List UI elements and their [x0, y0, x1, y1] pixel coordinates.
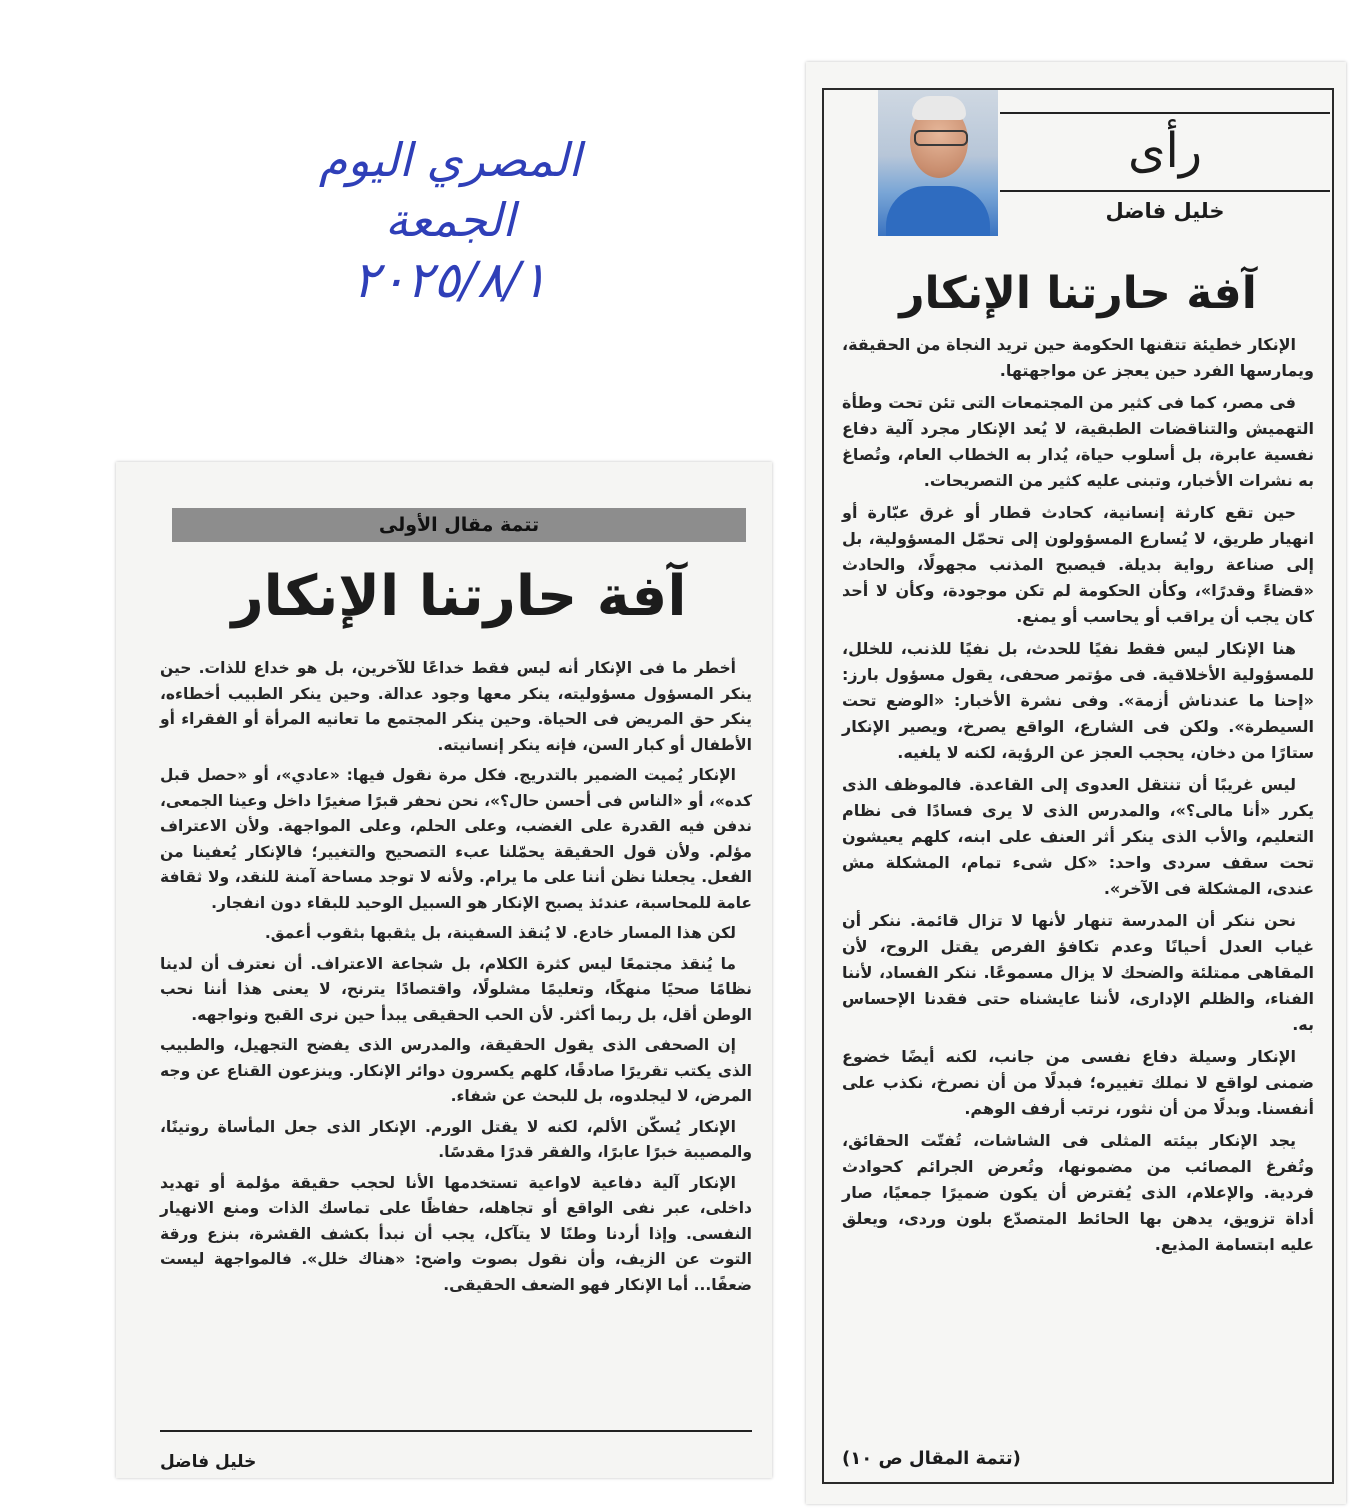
- paragraph: الإنكار يُميت الضمير بالتدريج. فكل مرة نقول فيها: «عادي»، أو «حصل قبل كده»، أو «الناس فى أحسن حال؟»، نحن نحفر قبرًا صغيرًا داخل وعينا الجمعى، ندفن فيه القدرة على الغضب، وعلى الحلم، وعلى المواجهة. ولأن الاعتراف مؤلم. ولأن قول الحقيقة يحمّلنا عبء التصحيح والتغيير؛ فالإنكار يُعفينا من الفعل. يجعلنا نظن أننا على ما يرام. ولأنه لا توجد مساحة آمنة للنقد، ولا ثقافة عامة للمحاسبة، عندئذ يصبح الإنكار هو السبيل الوحيد للبقاء دون انفجار.: [160, 766, 752, 912]
- note-newspaper-name: المصري اليوم: [318, 133, 582, 187]
- continuation-note: (تتمة المقال ص ١٠): [842, 1448, 1021, 1469]
- article-frame: [822, 88, 1334, 1484]
- signature: خليل فاضل: [160, 1452, 257, 1472]
- signature-rule: [160, 1430, 752, 1432]
- paragraph: فى مصر، كما فى كثير من المجتمعات التى تئن تحت وطأة التهميش والتناقضات الطبقية، لا يُعد الإنكار مجرد آلية دفاع نفسية عابرة، بل أسلوب حياة، يُدار به الخطاب العام، وتُصاغ به نشرات الأخبار، وتبنى عليه كثير من التصريحات.: [842, 393, 1314, 490]
- paragraph: الإنكار خطيئة تتقنها الحكومة حين تريد النجاة من الحقيقة، ويمارسها الفرد حين يعجز عن مواجهتها.: [842, 335, 1314, 380]
- continuation-body: [160, 656, 752, 1303]
- photo-shirt: [886, 186, 990, 236]
- paragraph: حين تقع كارثة إنسانية، كحادث قطار أو غرق عبّارة أو انهيار طريق، لا يُسارع المسؤولون إلى تحمّل المسؤولية، بل إلى صناعة رواية بديلة. فيصبح المذنب مجهولًا، والحادث «قضاءً وقدرًا»، وكأن الحكومة لم تكن موجودة، وكأن لا أحد كان يجب أن يراقب أو يحاسب أو يمنع.: [842, 503, 1314, 626]
- paragraph: نحن ننكر أن المدرسة تنهار لأنها لا تزال قائمة. ننكر أن غياب العدل أحيانًا وعدم تكافؤ الفرص يقتل الروح، لأن المقاهى ممتلئة والضحك لا يزال مسموعًا. ننكر الفساد، لأننا الفناء، والظلم الإدارى، لأننا عايشناه حتى فقدنا الإحساس به.: [842, 911, 1314, 1034]
- author-byline: خليل فاضل: [1105, 199, 1225, 223]
- article-title: آفة حارتنا الإنكار: [899, 268, 1257, 319]
- continuation-title: آفة حارتنا الإنكار: [231, 564, 687, 629]
- column-header: [824, 90, 1332, 250]
- paragraph: ما يُنقذ مجتمعًا ليس كثرة الكلام، بل شجاعة الاعتراف. أن نعترف أن لدينا نظامًا صحيًا منهكًا، وتعليمًا مشلولًا، واقتصادًا يترنح، لا يعنى هذا أننا نحب الوطن أقل، بل ربما أكثر. لأن الحب الحقيقى يبدأ حين نرى القبح ونواجهه.: [160, 954, 752, 1024]
- paragraph: لكن هذا المسار خادع. لا يُنقذ السفينة، بل يثقبها بثقوب أعمق.: [264, 924, 736, 942]
- header-top-rule: [1000, 112, 1330, 114]
- paragraph: يجد الإنكار بيئته المثلى فى الشاشات، تُفتّت الحقائق، وتُفرغ المصائب من مضمونها، وتُعرض الجرائم كحوادث فردية. والإعلام، الذى يُفترض أن يكون ضميرًا جمعيًا، صار أداة تزويق، يدهن بها الحائط المتصدّع بلون وردى، ويعلق عليه ابتسامة المذيع.: [842, 1131, 1314, 1254]
- photo-glasses: [914, 130, 968, 146]
- handwritten-note: [300, 130, 600, 310]
- paragraph: إن الصحفى الذى يقول الحقيقة، والمدرس الذى يفضح التجهيل، والطبيب الذى يكتب تقريرًا صادقًا، كلهم يكسرون دوائر الإنكار. وينزعون القناع عن وجه المرض، لا ليجلدوه، بل للبحث عن شفاء.: [160, 1036, 752, 1105]
- paragraph: الإنكار وسيلة دفاع نفسى من جانب، لكنه أيضًا خضوع ضمنى لواقع لا نملك تغييره؛ فبدلًا من أن نصرخ، نكذب على أنفسنا. وبدلًا من أن نثور، نرتب أرفف الوهم.: [842, 1047, 1314, 1118]
- note-weekday: الجمعة: [385, 193, 515, 247]
- left-clipping: [116, 462, 772, 1478]
- note-date: ٢٠٢٥/٨/١: [352, 251, 548, 309]
- section-label: رأى: [1127, 123, 1203, 179]
- continuation-banner: تتمة مقال الأولى: [172, 508, 746, 542]
- paragraph: الإنكار يُسكّن الألم، لكنه لا يقتل الورم. الإنكار الذى جعل المأساة روتينًا، والمصيبة خبرًا عابرًا، والفقر قدرًا مقدسًا.: [160, 1117, 752, 1161]
- photo-hair: [912, 96, 966, 120]
- author-photo: [878, 90, 998, 236]
- paragraph: أخطر ما فى الإنكار أنه ليس فقط خداعًا للآخرين، بل هو خداع للذات. حين ينكر المسؤول مسؤوليته، ينكر معها وجود عدالة. وحين ينكر الطبيب أخطاءه، ينكر حق المريض فى الحياة. وحين ينكر المجتمع ما تعانيه المرأة أو الفقراء أو الأطفال أو كبار السن، فإنه ينكر إنسانيته.: [160, 659, 752, 754]
- right-clipping: [806, 62, 1346, 1504]
- header-divider: [1000, 190, 1330, 192]
- article-body: [842, 332, 1314, 1264]
- paragraph: ليس غريبًا أن تنتقل العدوى إلى القاعدة. فالموظف الذى يكرر «أنا مالى؟»، والمدرس الذى لا يرى فسادًا فى نظام التعليم، والأب الذى ينكر أثر العنف على ابنه، كلهم يعيشون تحت سقف سردى واحد: «كل شىء تمام، المشكلة مش عندى، المشكلة فى الآخر».: [842, 775, 1314, 898]
- paragraph: هنا الإنكار ليس فقط نفيًا للحدث، بل نفيًا للذنب، للخلل، للمسؤولية الأخلاقية. فى مؤتمر صحفى، يقول مسؤول بارز: «إحنا ما عندناش أزمة». وفى نشرة الأخبار: «الوضع تحت السيطرة». ولكن فى الشارع، الواقع يصرخ، ويصير الإنكار ستارًا من دخان، يحجب العجز عن الرؤية، لكنه لا يلغيه.: [842, 639, 1314, 762]
- paragraph: الإنكار آلية دفاعية لاواعية تستخدمها الأنا لحجب حقيقة مؤلمة أو تهديد داخلى، عبر نفى الواقع أو تجاهله، حفاظًا على تماسك الذات ومنع الانهيار النفسى. وإذا أردنا وطنًا لا يتآكل، يجب أن نبدأ بكشف القشرة، بنزع ورقة التوت عن الزيف، وأن نقول بصوت واضح: «هناك خلل». فالمواجهة ليست ضعفًا... أما الإنكار فهو الضعف الحقيقى.: [160, 1173, 752, 1294]
